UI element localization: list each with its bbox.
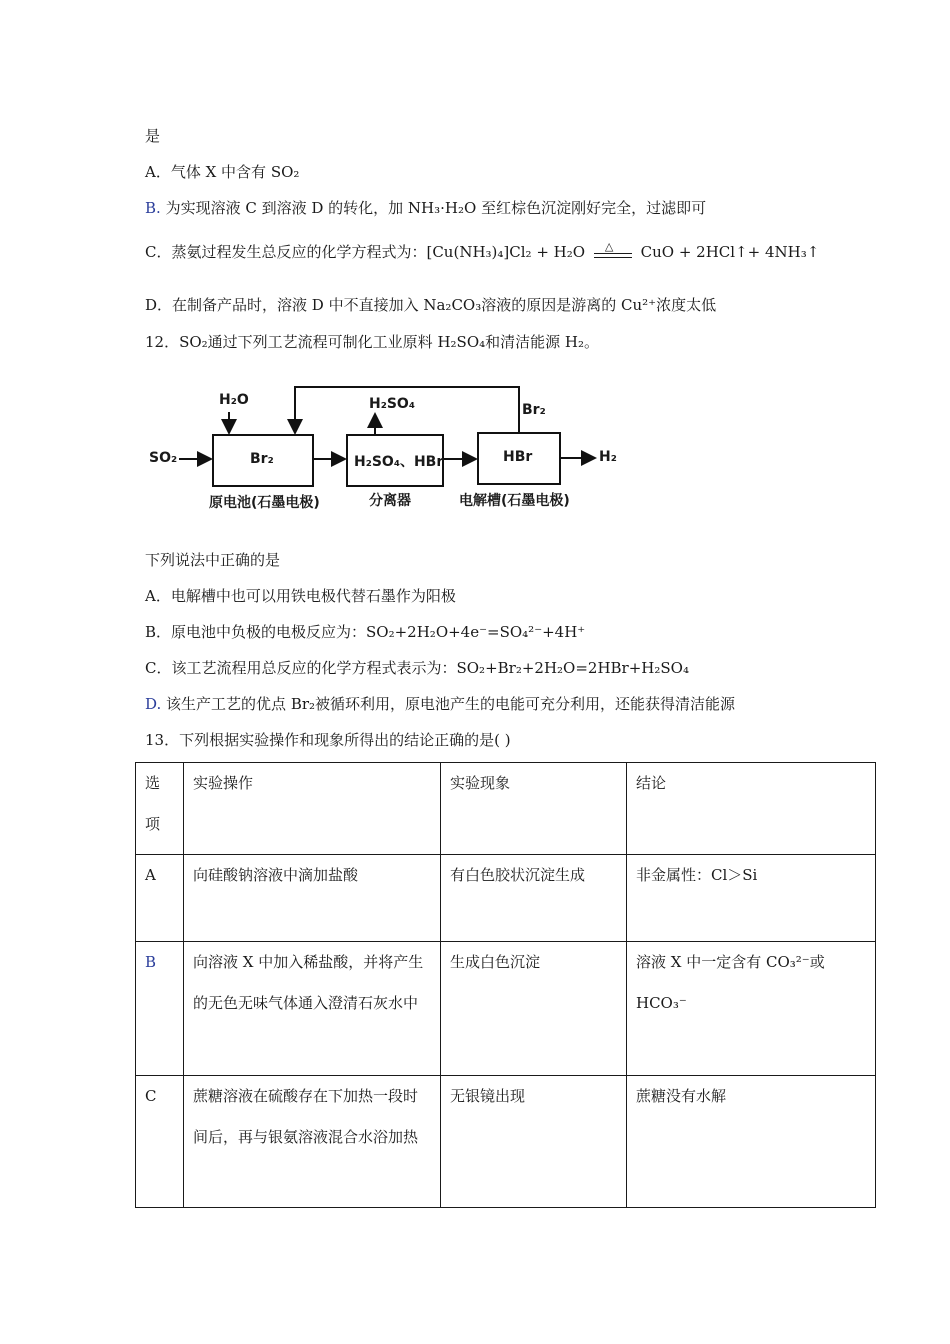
row-conclusion: 蔗糖没有水解 [627,1076,876,1208]
separator-contents-label: H₂SO₄、HBr [354,454,444,470]
q12-stem: 12．SO₂通过下列工艺流程可制化工业原料 H₂SO₄和清洁能源 H₂。 [145,333,599,351]
table-header-row [136,763,876,855]
header-option: 选项 [136,763,184,855]
h2so4-output-label: H₂SO₄ [369,396,415,412]
q12-prompt: 下列说法中正确的是 [145,551,281,569]
q12-option-d-text: 该生产工艺的优点 Br₂被循环利用，原电池产生的电能可充分利用，还能获得清洁能源 [166,695,736,713]
row-option: C [136,1076,184,1208]
q12-option-d-letter: D. [145,695,162,713]
q12-option-a: A．电解槽中也可以用铁电极代替石墨作为阳极 [145,587,456,605]
q12-option-b: B．原电池中负极的电极反应为：SO₂+2H₂O+4e⁻=SO₄²⁻+4H⁺ [145,623,586,641]
galvanic-cell-label: 原电池(石墨电极) [209,495,320,511]
row-conclusion: 溶液 X 中一定含有 CO₃²⁻或 HCO₃⁻ [627,942,876,1076]
q11-option-c [145,242,819,263]
q11-option-a: A．气体 X 中含有 SO₂ [145,163,300,181]
q11-option-d: D．在制备产品时，溶液 D 中不直接加入 Na₂CO₃溶液的原因是游离的 Cu²⁺浓度太低 [145,296,717,314]
h2o-input-label: H₂O [219,392,249,408]
electrolyte-box-label: Br₂ [250,451,274,467]
row-conclusion: 非金属性：Cl＞Si [627,855,876,942]
row-option: A [136,855,184,942]
row-phenomenon: 无银镜出现 [441,1076,627,1208]
header-phenomenon: 实验现象 [441,763,627,855]
h2-output-label: H₂ [599,449,617,465]
row-operation: 蔗糖溶液在硫酸存在下加热一段时间后，再与银氨溶液混合水浴加热 [184,1076,441,1208]
header-conclusion: 结论 [627,763,876,855]
row-phenomenon: 生成白色沉淀 [441,942,627,1076]
table-row [136,855,876,942]
row-operation: 向溶液 X 中加入稀盐酸，并将产生的无色无味气体通入澄清石灰水中 [184,942,441,1076]
table-row [136,1076,876,1208]
q11-option-b-letter: B. [145,199,161,217]
row-option: B [136,942,184,1076]
q11-option-c-right: CuO + 2HCl↑+ 4NH₃↑ [640,243,820,261]
hbr-box-label: HBr [503,449,533,465]
electrolyzer-label: 电解槽(石墨电极) [459,493,570,509]
experiment-table [135,762,876,1208]
br2-return-label: Br₂ [522,402,546,418]
q11-option-c-left: C．蒸氨过程发生总反应的化学方程式为：[Cu(NH₃)₄]Cl₂ + H₂O [145,243,586,261]
row-operation: 向硅酸钠溶液中滴加盐酸 [184,855,441,942]
q13-stem: 13．下列根据实验操作和现象所得出的结论正确的是( ) [145,731,511,749]
q12-option-d [145,694,735,714]
q11-stem-tail: 是 [145,127,161,145]
heating-equals-sign [592,240,634,263]
table-row [136,942,876,1076]
so2-input-label: SO₂ [149,450,178,466]
heating-symbol: △ [604,240,614,253]
separator-label: 分离器 [369,493,411,509]
header-operation: 实验操作 [184,763,441,855]
q11-option-b [145,198,706,218]
q11-option-b-text: 为实现溶液 C 到溶液 D 的转化，加 NH₃·H₂O 至红棕色沉淀刚好完全，过滤即可 [165,199,707,217]
q12-option-c: C．该工艺流程用总反应的化学方程式表示为：SO₂+Br₂+2H₂O=2HBr+H₂SO₄ [145,659,689,677]
process-flow-diagram [145,382,635,517]
row-phenomenon: 有白色胶状沉淀生成 [441,855,627,942]
